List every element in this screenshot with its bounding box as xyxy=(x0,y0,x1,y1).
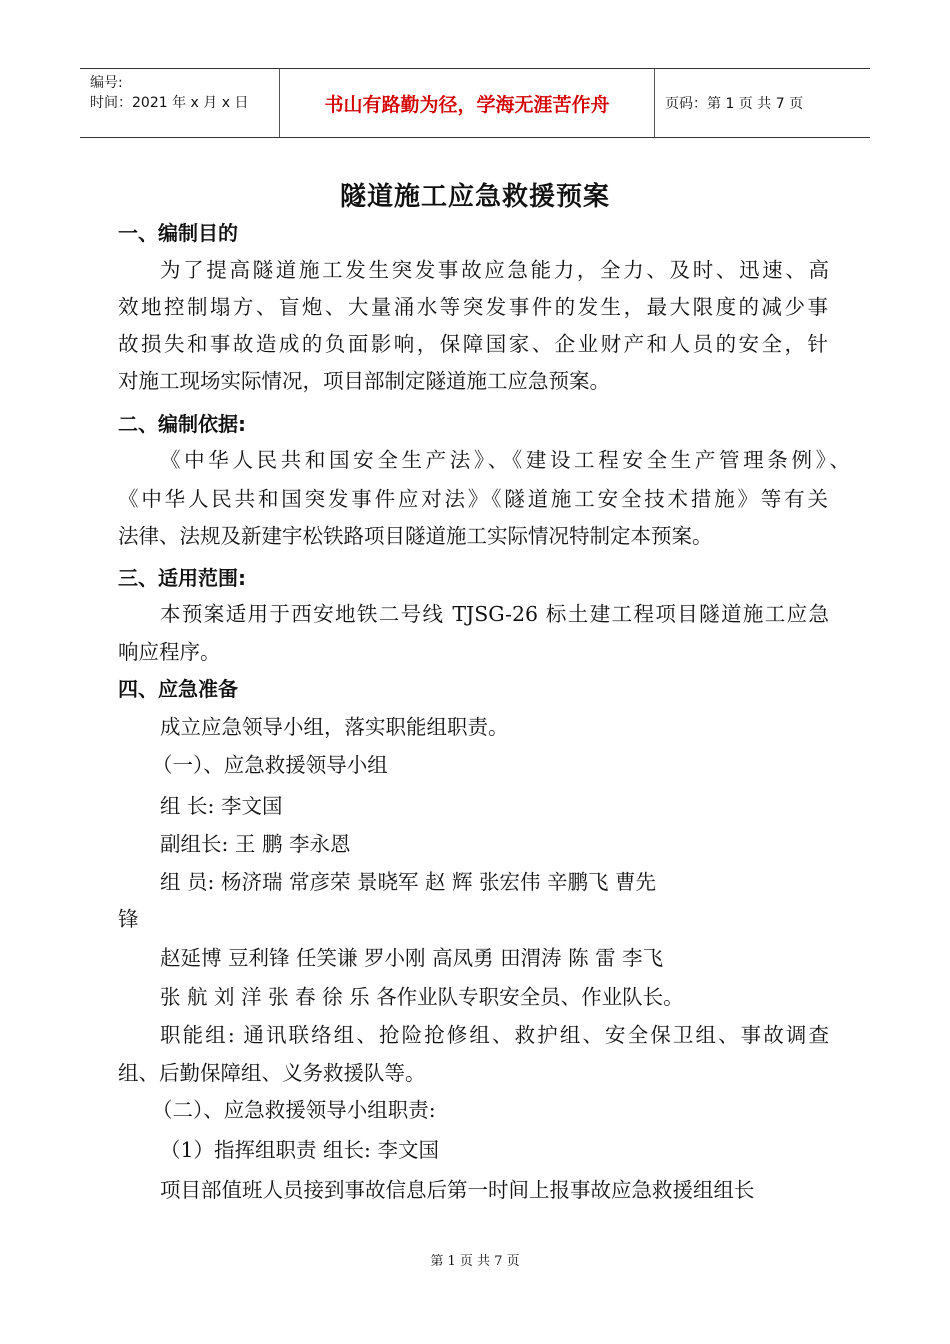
s2-line-1: 《中华人民共和国安全生产法》、《建设工程安全生产管理条例》、 xyxy=(160,448,850,472)
section-2-heading: 二、编制依据: xyxy=(118,412,246,436)
document-header xyxy=(80,68,870,138)
header-motto: 书山有路勤为径，学海无涯苦作舟 xyxy=(280,69,655,137)
document-title: 隧道施工应急救援预案 xyxy=(339,182,610,212)
members-line-2: 锋 xyxy=(118,907,139,931)
s4-subheading-2: （二）、应急救援领导小组职责: xyxy=(152,1098,436,1122)
header-meta xyxy=(80,69,280,137)
deputy-line: 副组长: 王 鹏 李永恩 xyxy=(160,832,351,856)
s4-subheading-1: （一）、应急救援领导小组 xyxy=(152,753,388,777)
s2-line-2: 《中华人民共和国突发事件应对法》《隧道施工安全技术措施》等有关 xyxy=(118,487,828,511)
command-group-line: （1）指挥组职责 组长: 李文国 xyxy=(160,1138,439,1162)
page-footer: 第 1 页 共 7 页 xyxy=(430,1254,520,1269)
s1-line-1: 为了提高隧道施工发生突发事故应急能力，全力、及时、迅速、高 xyxy=(160,258,829,282)
s4-intro: 成立应急领导小组，落实职能组职责。 xyxy=(160,715,509,739)
s1-line-4: 对施工现场实际情况，项目部制定隧道施工应急预案。 xyxy=(118,369,610,393)
s1-line-3: 故损失和事故造成的负面影响，保障国家、企业财产和人员的安全，针 xyxy=(118,332,828,356)
leader-line: 组 长: 李文国 xyxy=(160,794,283,818)
s3-line-1: 本预案适用于西安地铁二号线 TJSG-26 标土建工程项目隧道施工应急 xyxy=(160,602,829,626)
section-3-heading: 三、适用范围: xyxy=(118,566,246,590)
s2-line-3: 法律、法规及新建宇松铁路项目隧道施工实际情况特制定本预案。 xyxy=(118,524,713,548)
section-1-heading: 一、编制目的 xyxy=(118,221,238,245)
time-label: 时间：2021 年 x 月 x 日 xyxy=(90,95,249,111)
s1-line-2: 效地控制塌方、盲炮、大量涌水等突发事件的发生，最大限度的减少事 xyxy=(118,295,828,319)
section-4-heading: 四、应急准备 xyxy=(118,677,238,701)
header-page-label: 页码：第 1 页 共 7 页 xyxy=(665,96,804,112)
functional-groups-line-2: 组、后勤保障组、义务救援队等。 xyxy=(118,1061,426,1085)
members-line-1: 组 员: 杨济瑞 常彦荣 景晓军 赵 辉 张宏伟 辛鹏飞 曹先 xyxy=(160,870,657,894)
s3-line-2: 响应程序。 xyxy=(118,640,221,664)
members-line-3: 赵延博 豆利锋 任笑谦 罗小刚 高凤勇 田渭涛 陈 雷 李飞 xyxy=(160,946,664,970)
functional-groups-line-1: 职能组: 通讯联络组、抢险抢修组、救护组、安全保卫组、事故调查 xyxy=(160,1023,829,1047)
command-duty-line: 项目部值班人员接到事故信息后第一时间上报事故应急救援组组长 xyxy=(160,1178,755,1202)
members-line-4: 张 航 刘 洋 张 春 徐 乐 各作业队专职安全员、作业队长。 xyxy=(160,985,684,1009)
number-label: 编号: xyxy=(90,75,123,91)
